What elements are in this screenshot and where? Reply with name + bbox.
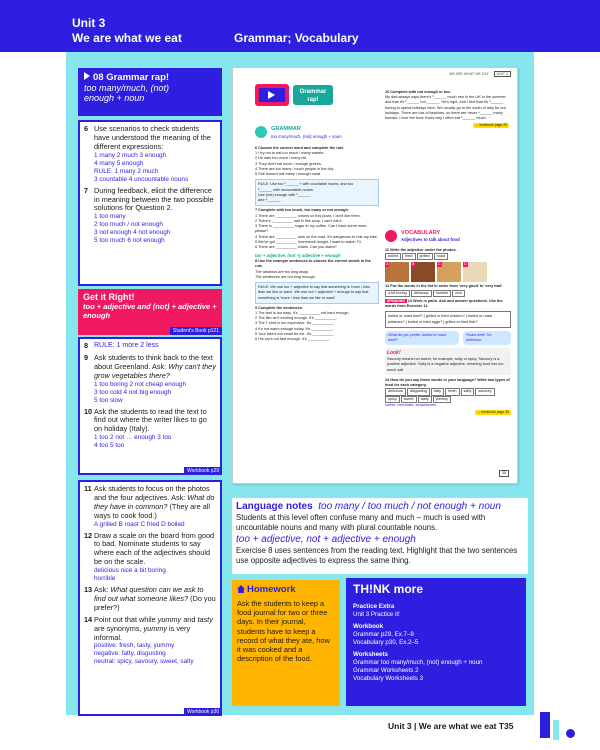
q14-word-box: delicious disgusting fatty fresh salty savoury spicy sweet tasty yummy <box>385 388 511 402</box>
teacher-notes-block-1 <box>78 120 222 286</box>
homework-title: Homework <box>247 584 296 595</box>
play-icon[interactable] <box>84 72 90 80</box>
get-it-right-title: Get it Right! <box>83 292 135 302</box>
note-item-9: 9 Ask students to think back to the text about Greenland. Ask: Why can't they grow vegetables there? 1 too boring 2 not cheap enough 3 too cold 4 not big enough 5 too slow <box>84 352 216 404</box>
think-more-title: TH!NK more <box>353 582 424 596</box>
workbook-ref-2[interactable]: → workbook page 30 <box>476 410 509 415</box>
note-item-13: 13 Ask: What question can we ask to find out what someone likes? (Do you prefer?) <box>84 585 216 612</box>
language-notes-paragraph-2: Exercise 8 uses sentences from the reading text. Highlight that the two sentences use opposite adjectives to express the same thing. <box>236 546 518 565</box>
language-notes-topic-1: too many / too much / not enough + noun <box>318 501 501 512</box>
note-item-14: 14 Point out that while yummy and tasty are synonyms, yummy is very informal. positive: fresh, tasty, yummy negative: fatty, disgusting neutral: spicy, savoury, sweet, salty <box>84 614 213 666</box>
grammar-rap-title: 08 Grammar rap! <box>93 72 170 83</box>
food-photo-a: A <box>385 262 409 282</box>
q13-options-box: boiled or roast beef? | grilled or fried chicken? | boiled or roast potatoes? | boiled or fried eggs? | grilled or fried fish? <box>385 311 511 327</box>
svg-text:Grammar: Grammar <box>299 89 327 95</box>
q11-word-box: boiled fried grilled roast <box>385 253 511 260</box>
decoration-bar-2 <box>553 720 559 740</box>
language-notes-paragraph-1: Students at this level often confuse many and much – much is used with uncountable nouns and many with plural countable nouns. <box>236 513 486 532</box>
book-grammar-title: GRAMMAR <box>271 126 301 132</box>
speech-bubbles <box>385 331 511 345</box>
decoration-dot <box>566 729 575 738</box>
decoration-bar-1 <box>540 712 550 738</box>
book-page-number: 35 <box>499 470 509 477</box>
language-notes-title: Language notes <box>236 501 313 512</box>
homework-box <box>232 580 340 706</box>
grammar-icon <box>255 126 267 138</box>
food-photo-c: C <box>437 262 461 282</box>
section-title: Grammar; Vocabulary <box>234 31 359 45</box>
workbook-p29-tag[interactable]: Workbook p29 <box>184 467 222 475</box>
grammar-rap-illustration <box>255 82 335 110</box>
homework-text: Ask the students to keep a food journal for two or three days. In their journal, students have to keep a record of what they ate, how it was cooked and a description of the food. <box>237 598 330 664</box>
get-it-right-box <box>78 289 222 335</box>
note-item-8: 8 RULE: 1 more 2 less <box>84 341 159 350</box>
unit-label: Unit 3 <box>72 16 106 30</box>
book-right-column-vocab: 11 Write the adjective under the photos. boiled fried grilled roast A B C D 12 Put the words in the list in order from 'very good' to 'very bad'. a bit boring delicious horrible nice SPEAKING 13 Work in pairs. Ask and answer questions. Use the words from Exercise 11. boiled or roast beef? | grilled or fried chicken? | boiled or roast potatoes? | boiled or fried eggs? | grilled or fried fish? What do you prefer, boiled or roast beef? Roast beef. It's delicious. Look! Savoury means not sweet, for example, salty or spicy. Savoury is a positive adjective. Salty is a negative adjective, meaning food has too much salt. 14 How do you say these words in your language? Write two types of food for each category. delicious disgusting fatty fresh salty savoury spicy sweet tasty yummy sweet: chocolate, strawberries → workbook page 30 <box>385 248 510 415</box>
grammar-rap-box <box>78 68 222 116</box>
note-item-12: 12 Draw a scale on the board from good to bad. Nominate students to say where each of the adjectives should be on the scale. delicious nice a bit boring horrible <box>84 530 215 583</box>
teacher-notes-block-3 <box>78 480 222 716</box>
note-item-10: 10 Ask the students to read the text to find out where the writer likes to go on holiday (Italy). 1 too 2 not … enough 3 too 4 too 5 too <box>84 406 207 450</box>
rule-box-1: RULE: Use too ¹______ + with countable nouns, and too ²______ with uncountable nouns. Use (not) enough with ³______ and ⁴______. <box>255 179 379 206</box>
note-item-6: 6 Use scenarios to check students have understood the meaning of the different expressions: 1 many 2 much 3 enough 4 many 5 enough RULE: 1 many 2 much 3 countable 4 uncountable nouns <box>84 124 211 183</box>
vocabulary-icon <box>385 230 397 242</box>
grammar-rap-line1: too many/much, (not) <box>84 83 170 93</box>
food-photo-b: B <box>411 262 435 282</box>
book-vocabulary-title: VOCABULARY <box>401 230 441 236</box>
right-margin <box>534 52 600 715</box>
teacher-notes-block-2 <box>78 337 222 475</box>
note-item-11: 11 Ask students to focus on the photos and the four adjectives. Ask: What do they have in common? (They are all ways to cook food.) A grilled B roast C fried D boiled <box>84 484 215 528</box>
speaking-tag: SPEAKING <box>387 298 405 303</box>
practice-extra-link[interactable]: Unit 3 Practice it! <box>353 610 400 618</box>
unit-header <box>0 0 600 52</box>
q12-word-box: a bit boring delicious horrible nice <box>385 290 511 297</box>
book-left-column: 6 Choose the correct word and complete the rule. 1 I try not to eat too much / many sweets. 2 He eats too much / many fat. 3 They don't eat much / enough greens. 4 There are too many / much people in the city. 5 She doesn't eat many / enough meat. RULE: Use too ¹______ + with countable nouns, and too ²______ with uncountable nouns. Use (not) enough with ³______ and ⁴______. 7 Complete with too much, too many or not enough. 1 There are __________ onions on this pizza. I don't like them. 2 There's __________ salt in this soup. I can't eat it. 3 There is __________ sugar in my coffee. Can I have some more, please? 4 There are __________ cars on the road. It's dangerous to ride my bike. 5 We've got __________ homework tonight. I want to watch TV. 6 There are __________ chairs. Can you stand? too + adjective, (not +) adjective + enough 8 Use the example sentences to choose the correct words in the rule. The windows are too long away. The sentences are not long enough. RULE: We use too + adjective to say that something is 'more / less than we like or want'. We use not + adjective + enough to say that something is 'more / less than we like or want'. 9 Complete the sentences. 1 The test is too easy. It's __________ not hard enough. 2 The film isn't exciting enough. It's __________. 3 The T-shirt is too expensive. It's __________. 4 It's not warm enough today. It's __________. 5 Your bike's too small for me. It's __________. 6 His car's not fast enough. It's __________. <box>255 146 378 342</box>
note-item-7: 7 During feedback, elicit the difference in meaning between the two possible solutions for Question 2. 1 too many 2 too much / not enough 3 not enough 4 not enough 5 too much 6 not enough <box>84 185 214 245</box>
book-right-column-top: 10 Complete with not enough or too. My dad always says there's ¹______ much rain in the UK in the summer and that it's ²______ hot ______. He's right. And I feel that it's ³______ boring to spend holidays here. We usually go to the south of Italy for our holidays. There are lots of beaches, so there are never ⁴______ many tourists. I love the food; that's why I often eat ⁵______ much. → workbook page 29 <box>385 90 507 128</box>
unit-title: We are what we eat <box>72 31 182 45</box>
page-footer: Unit 3 | We are what we eat T35 <box>388 721 514 731</box>
book-vocabulary-subtitle: Adjectives to talk about food <box>401 237 460 242</box>
workbook-ref-1[interactable]: → workbook page 29 <box>474 123 507 128</box>
house-icon <box>237 585 245 593</box>
speech-bubble-question: What do you prefer, boiled or roast beef? <box>385 331 459 345</box>
svg-text:rap!: rap! <box>307 97 319 103</box>
think-more-box: TH!NK more Practice Extra Unit 3 Practice it! Workbook Grammar p29, Ex.7–9 Vocabulary p30, Ex.2–5 Worksheets Grammar too many/much, (not) enough + noun Grammar Worksheets 2 Vocabulary Worksheets 3 <box>346 578 526 706</box>
speech-bubble-answer: Roast beef. It's delicious. <box>463 331 511 345</box>
student-book-page <box>232 67 518 484</box>
book-page-header: WE ARE WHAT WE EAT UNIT 3 <box>444 72 511 77</box>
rule-box-2: RULE: We use too + adjective to say that something is 'more / less than we like or want'. We use not + adjective + enough to say that something is 'more / less than we like or want'. <box>255 282 379 304</box>
students-book-ref[interactable]: Student's Book p121 <box>170 327 222 335</box>
food-photos <box>385 262 511 282</box>
book-grammar-subtitle: too many/much, (not) enough + noun <box>271 134 342 139</box>
language-notes <box>232 498 528 574</box>
grammar-rap-line2: enough + noun <box>84 93 145 103</box>
look-box: Look! Savoury means not sweet, for example, salty or spicy. Savoury is a positive adjective. Salty is a negative adjective, meaning food has too much salt. <box>385 348 511 375</box>
workbook-p30-tag[interactable]: Workbook p30 <box>184 708 222 716</box>
get-it-right-subtitle: too + adjective and (not) + adjective + enough <box>83 302 217 320</box>
food-photo-d: D <box>463 262 487 282</box>
language-notes-topic-2: too + adjective, not + adjective + enough <box>236 534 416 546</box>
